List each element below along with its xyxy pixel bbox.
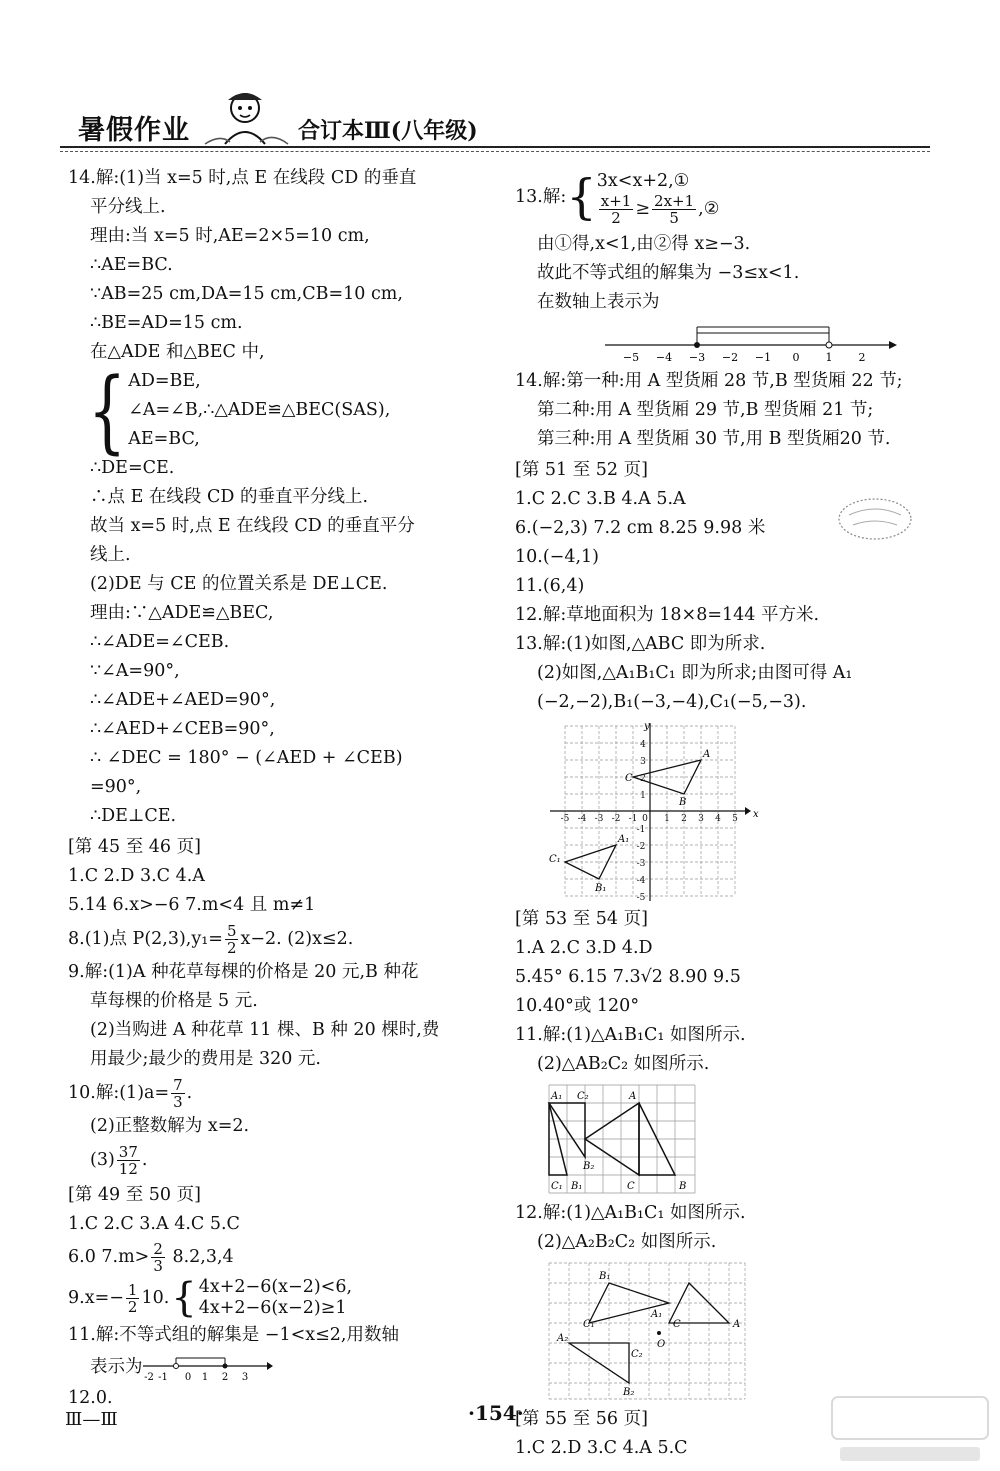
answer-line: 5.14 6.x>−6 7.m<4 且 m≠1 xyxy=(68,895,316,915)
point-label: A₂ xyxy=(557,1333,569,1344)
text-line: ∠A=∠B,∴△ADE≌△BEC(SAS), xyxy=(128,400,391,420)
text-line: ∴ ∠DEC = 180° − (∠AED + ∠CEB) xyxy=(90,748,403,768)
answer-line: (2)△A₂B₂C₂ 如图所示. xyxy=(537,1232,717,1252)
answer-line: 5.45° 6.15 7.3√2 8.90 9.5 xyxy=(515,967,741,987)
mascot-illustration xyxy=(200,86,290,146)
stamp-seal xyxy=(835,495,915,543)
answer-line: 9.解:(1)A 种花草每棵的价格是 20 元,B 种花 xyxy=(68,962,419,982)
denominator: 2 xyxy=(127,1297,138,1316)
tick-label: 1 xyxy=(640,791,646,801)
answer-text: (3) xyxy=(90,1150,115,1170)
numerator: 2x+1 xyxy=(654,191,695,210)
denominator: 3 xyxy=(173,1093,183,1111)
equation-system xyxy=(68,359,488,465)
section-heading: [第 45 至 46 页] xyxy=(68,837,201,857)
answer-text: 13.解: xyxy=(515,186,567,207)
text-line: 线上. xyxy=(90,545,131,565)
point-label: B xyxy=(679,797,687,808)
coordinate-grid-figure xyxy=(545,721,775,901)
tick-label: −2 xyxy=(721,351,739,363)
tick-label: 0 xyxy=(184,1372,191,1382)
tick-label: -1 xyxy=(636,825,646,835)
tick-label: 1 xyxy=(201,1372,208,1382)
text-line: ∴DE=CE. xyxy=(90,458,175,478)
numerator: 37 xyxy=(118,1143,138,1161)
point-label: C₂ xyxy=(577,1091,589,1102)
answer-line: 12.0. xyxy=(68,1388,113,1408)
numerator: 7 xyxy=(173,1076,183,1094)
answer-text: 8.(1)点 P(2,3),y₁= xyxy=(68,929,223,949)
answer-line: (2)△AB₂C₂ 如图所示. xyxy=(537,1054,710,1074)
answer-line: 12.解:草地面积为 18×8=144 平方米. xyxy=(515,605,820,625)
point-label: O xyxy=(657,1339,666,1350)
answer-line: 第二种:用 A 型货厢 29 节,B 型货厢 21 节; xyxy=(537,400,874,420)
rotation-figure xyxy=(547,1083,697,1195)
text-line: 14.解:(1)当 x=5 时,点 E 在线段 CD 的垂直 xyxy=(68,168,417,188)
answer-text: 10.解:(1)a= xyxy=(68,1083,170,1103)
answer-line: 11.解:不等式组的解集是 −1<x≤2,用数轴 xyxy=(68,1325,399,1345)
fraction xyxy=(126,1282,140,1315)
denominator: 2 xyxy=(611,208,621,227)
tick-label: 2 xyxy=(681,814,687,824)
point-label: A xyxy=(703,749,711,760)
tick-label: -5 xyxy=(636,893,646,901)
tick-label: -3 xyxy=(594,814,604,824)
answer-line xyxy=(68,920,488,958)
tick-label: -4 xyxy=(636,876,646,886)
answer-line: 6.(−2,3) 7.2 cm 8.25 9.98 米 xyxy=(515,518,766,538)
answer-line: 1.C 2.C 3.A 4.C 5.C xyxy=(68,1214,240,1234)
section-heading: [第 49 至 50 页] xyxy=(68,1185,201,1205)
text-line: AE=BC, xyxy=(128,429,200,449)
tick-label: -5 xyxy=(560,814,570,824)
fraction xyxy=(171,1077,185,1110)
page-header xyxy=(60,78,930,148)
tick-label: -3 xyxy=(636,859,646,869)
inequality: 4x+2−6(x−2)≥1 xyxy=(198,1298,347,1318)
tick-label: −5 xyxy=(622,351,640,363)
fraction xyxy=(117,1144,140,1177)
text-line: ∴∠ADE=∠CEB. xyxy=(90,632,230,652)
text-line: 由①得,x<1,由②得 x≥−3. xyxy=(537,234,751,254)
tick-label: 4 xyxy=(640,740,646,750)
operator: ≥ xyxy=(635,198,651,219)
text-line: 理由:当 x=5 时,AE=2×5=10 cm, xyxy=(90,226,370,246)
answer-line: 10.(−4,1) xyxy=(515,547,599,567)
answer-line xyxy=(68,1350,488,1384)
reflection-figure xyxy=(547,1261,747,1401)
point-label: B₂ xyxy=(623,1387,635,1398)
text-line: ∵∠A=90°, xyxy=(90,661,180,681)
answer-text: 6.0 7.m> xyxy=(68,1247,150,1267)
tick-label: 5 xyxy=(732,814,738,824)
answer-line: 10.40°或 120° xyxy=(515,996,640,1016)
answer-line: 1.C 2.D 3.C 4.A 5.C xyxy=(515,1438,688,1458)
text-line: ∴BE=AD=15 cm. xyxy=(90,313,243,333)
book-title: 暑假作业 xyxy=(78,115,190,146)
text-line: ∴∠ADE+∠AED=90°, xyxy=(90,690,276,710)
point-label: B₁ xyxy=(595,883,607,894)
point-label: C₁ xyxy=(551,1181,563,1192)
tick-label: -1 xyxy=(628,814,638,824)
number-line xyxy=(597,321,897,363)
number-line xyxy=(143,1352,273,1382)
point-label: B₁ xyxy=(571,1181,583,1192)
answer-line: (−2,−2),B₁(−3,−4),C₁(−5,−3). xyxy=(537,692,807,712)
text-line: ∴∠AED+∠CEB=90°, xyxy=(90,719,275,739)
tick-label: 2 xyxy=(640,774,646,784)
tick-label: 3 xyxy=(698,814,704,824)
point-label: C₁ xyxy=(583,1319,595,1330)
answer-text: 表示为 xyxy=(90,1356,143,1377)
text-line: ∵AB=25 cm,DA=15 cm,CB=10 cm, xyxy=(90,284,403,304)
answer-line: (2)如图,△A₁B₁C₁ 即为所求;由图可得 A₁ xyxy=(537,663,853,683)
equation-system xyxy=(515,164,935,230)
answer-line: 1.C 2.D 3.C 4.A xyxy=(68,866,205,886)
fraction xyxy=(225,923,239,956)
tick-label: 2 xyxy=(221,1372,228,1382)
text-line: ∴DE⊥CE. xyxy=(90,806,177,826)
tick-label: -2 xyxy=(611,814,621,824)
answer-line: (2)正整数解为 x=2. xyxy=(90,1116,250,1136)
answer-text: 9.x=− xyxy=(68,1287,124,1308)
header-rule xyxy=(60,146,930,148)
answer-line: 11.(6,4) xyxy=(515,576,585,596)
tick-label: 1 xyxy=(664,814,670,824)
text-line: 平分线上. xyxy=(90,197,166,217)
text-line: AD=BE, xyxy=(128,371,201,391)
header-dashed-rule xyxy=(60,151,930,152)
fraction xyxy=(599,193,634,226)
numerator: 5 xyxy=(226,922,237,940)
answer-text: ,② xyxy=(698,198,720,219)
fraction xyxy=(151,1241,165,1274)
point-label: A₁ xyxy=(551,1091,563,1102)
right-column xyxy=(515,164,935,1463)
text-line: (2)DE 与 CE 的位置关系是 DE⊥CE. xyxy=(90,574,388,594)
text-line: ∴AE=BC. xyxy=(90,255,173,275)
brace-glyph: { xyxy=(171,1275,197,1321)
text-line: 理由:∵△ADE≌△BEC, xyxy=(90,603,274,623)
point-label: C₂ xyxy=(631,1349,643,1360)
tick-label: 0 xyxy=(792,351,800,363)
point-label: A₁ xyxy=(618,834,630,845)
numerator: x+1 xyxy=(600,191,632,210)
denominator: 3 xyxy=(153,1257,163,1275)
tick-label: 3 xyxy=(640,757,646,767)
tick-label: 0 xyxy=(642,814,648,824)
answer-line xyxy=(68,1275,488,1321)
answer-line: 14.解:第一种:用 A 型货厢 28 节,B 型货厢 22 节; xyxy=(515,371,903,391)
numerator: 2 xyxy=(153,1240,163,1258)
answer-line: 11.解:(1)△A₁B₁C₁ 如图所示. xyxy=(515,1025,746,1045)
answer-line: 13.解:(1)如图,△ABC 即为所求. xyxy=(515,634,766,654)
point-label: C xyxy=(625,773,633,784)
point-label: C xyxy=(627,1181,635,1192)
tick-label: 4 xyxy=(715,814,721,824)
section-heading: [第 55 至 56 页] xyxy=(515,1409,648,1429)
fraction xyxy=(652,193,696,226)
text-line: 在△ADE 和△BEC 中, xyxy=(90,342,265,362)
point-label: B₁ xyxy=(599,1271,611,1282)
inequality: 3x<x+2,① xyxy=(596,170,690,191)
book-subtitle: 合订本Ⅲ(八年级) xyxy=(298,118,478,144)
answer-line: 用最少;最少的费用是 320 元. xyxy=(90,1049,321,1069)
section-heading: [第 51 至 52 页] xyxy=(515,460,648,480)
y-axis-label: y xyxy=(644,721,650,732)
tick-label: −3 xyxy=(688,351,706,363)
denominator: 5 xyxy=(669,208,679,227)
footer-volume: Ⅲ—Ⅲ xyxy=(65,1409,118,1430)
numerator: 1 xyxy=(127,1280,138,1299)
answer-line: 草每棵的价格是 5 元. xyxy=(90,991,258,1011)
text-line: 在数轴上表示为 xyxy=(537,292,660,312)
tick-label: −1 xyxy=(754,351,772,363)
point-label: A₁ xyxy=(651,1309,663,1320)
tick-label: -2 xyxy=(636,842,646,852)
tick-label: 1 xyxy=(825,351,833,363)
page-number: ·154· xyxy=(468,1401,524,1425)
point-label: A xyxy=(629,1091,637,1102)
answer-text: x−2. (2)x≤2. xyxy=(240,929,354,949)
point-label: C₁ xyxy=(549,854,561,865)
point-label: C xyxy=(673,1319,681,1330)
answer-text: 10. xyxy=(141,1287,170,1308)
answer-line: (2)当购进 A 种花草 11 棵、B 种 20 棵时,费 xyxy=(90,1020,440,1040)
answer-line xyxy=(68,1239,488,1275)
denominator: 2 xyxy=(226,939,237,957)
answer-line: 1.C 2.C 3.B 4.A 5.A xyxy=(515,489,686,509)
answer-line: 12.解:(1)△A₁B₁C₁ 如图所示. xyxy=(515,1203,746,1223)
answer-line: (3) $\frac{37}{12}$ . xyxy=(90,1143,148,1178)
text-line: 故当 x=5 时,点 E 在线段 CD 的垂直平分 xyxy=(90,516,415,536)
tick-label: -1 xyxy=(157,1372,168,1382)
tick-label: −4 xyxy=(655,351,673,363)
section-heading: [第 53 至 54 页] xyxy=(515,909,648,929)
denominator: 12 xyxy=(118,1160,138,1178)
tick-label: 2 xyxy=(858,351,866,363)
point-label: B xyxy=(679,1181,687,1192)
brace-glyph: { xyxy=(566,169,597,225)
answer-text: 8.2,3,4 xyxy=(166,1247,234,1267)
watermark-logo xyxy=(830,1395,990,1465)
text-line: =90°, xyxy=(90,777,142,797)
text-line: 故此不等式组的解集为 −3≤x<1. xyxy=(537,263,800,283)
inequality: 4x+2−6(x−2)<6, xyxy=(198,1277,353,1297)
tick-label: -2 xyxy=(143,1372,154,1382)
point-label: B₂ xyxy=(583,1161,595,1172)
tick-label: -4 xyxy=(577,814,587,824)
tick-label: 3 xyxy=(241,1372,248,1382)
point-label: A xyxy=(733,1319,741,1330)
text-line: ∴点 E 在线段 CD 的垂直平分线上. xyxy=(90,487,369,507)
x-axis-label: x xyxy=(753,809,759,820)
answer-line: 1.A 2.C 3.D 4.D xyxy=(515,938,653,958)
answer-line: 第三种:用 A 型货厢 30 节,用 B 型货厢20 节. xyxy=(537,429,891,449)
brace-glyph: { xyxy=(88,359,127,465)
answer-line: 10.解:(1)a= $\frac{7}{3}$ . xyxy=(68,1076,193,1111)
left-column xyxy=(68,164,488,1413)
